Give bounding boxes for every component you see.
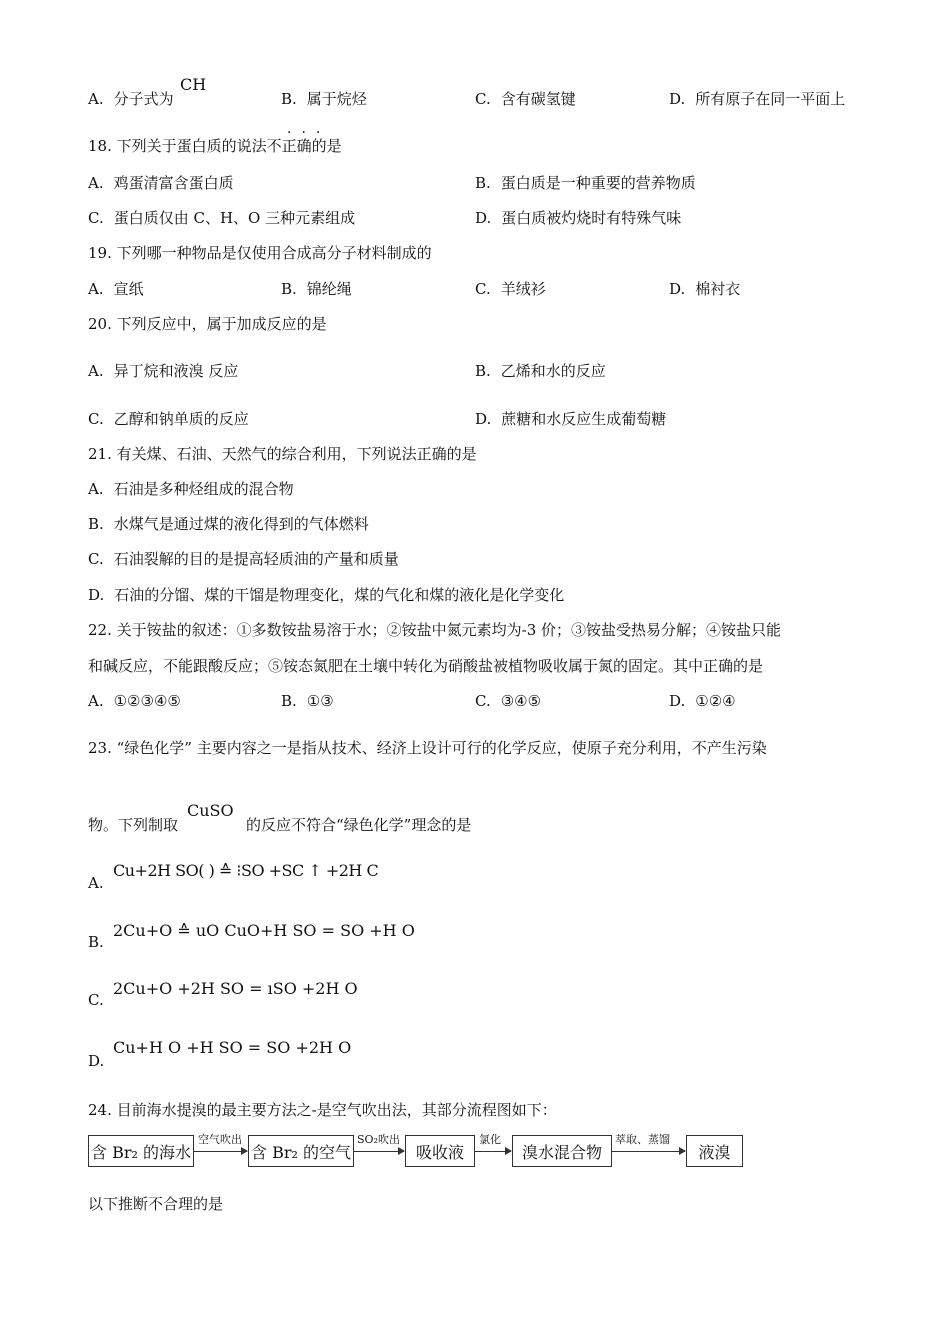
- q21-option-c[interactable]: C. 石油裂解的目的是提高轻质油的产量和质量: [88, 550, 399, 568]
- q18-stem: 18. 下列关于蛋白质的说法不正确的是: [88, 137, 342, 155]
- flow-arrow-1: [194, 1151, 247, 1152]
- q22-stem-line-2: 和碱反应，不能跟酸反应；⑤铵态氮肥在土壤中转化为硝酸盐被植物吸收属于氮的固定。其中正确的是: [88, 657, 764, 675]
- q22-option-a[interactable]: A. ①②③④⑤: [88, 692, 181, 710]
- flow-arrow-2-label: SO₂吹出: [357, 1133, 400, 1146]
- q21-option-d[interactable]: D. 石油的分馏、煤的干馏是物理变化，煤的气化和煤的液化是化学变化: [88, 586, 565, 604]
- q17-option-c[interactable]: C. 含有碳氢键: [475, 90, 576, 108]
- q23-option-a-equation: Cu+2H SO( ) ≙ ⁝SO +SC ↑ +2H C: [113, 861, 379, 880]
- flow-box-seawater: 含 Br₂ 的海水: [88, 1135, 194, 1167]
- flow-box-liquid-bromine: 液溴: [686, 1135, 743, 1167]
- q18-emphasis-dots: ···: [287, 125, 331, 141]
- q24-stem: 24. 目前海水提溴的最主要方法之-是空气吹出法，其部分流程图如下：: [88, 1101, 557, 1119]
- q23-cuso-formula: CuSO: [187, 801, 234, 820]
- flow-arrow-2: [354, 1151, 404, 1152]
- q19-option-b[interactable]: B. 锦纶绳: [281, 280, 352, 298]
- q17-option-a-formula: CH: [180, 75, 207, 94]
- q23-option-c-equation: 2Cu+O +2H SO = ıSO +2H O: [113, 979, 358, 998]
- flow-arrow-4: [612, 1151, 685, 1152]
- q23-option-b-equation: 2Cu+O ≙ uO CuO+H SO = SO +H O: [113, 921, 415, 940]
- q23-stem-line-1: 23. “绿色化学” 主要内容之一是指从技术、经济上设计可行的化学反应，使原子充分利用，不产生污染: [88, 739, 767, 757]
- q23-option-d-equation: Cu+H O +H SO = SO +2H O: [113, 1038, 352, 1057]
- q21-stem: 21. 有关煤、石油、天然气的综合利用，下列说法正确的是: [88, 445, 477, 463]
- q19-option-a[interactable]: A. 宣纸: [88, 280, 144, 298]
- flow-arrow-3-label: 氯化: [479, 1133, 501, 1146]
- q17-option-d[interactable]: D. 所有原子在同一平面上: [669, 90, 846, 108]
- q17-option-b[interactable]: B. 属于烷烃: [281, 90, 367, 108]
- q18-option-b[interactable]: B. 蛋白质是一种重要的营养物质: [475, 174, 696, 192]
- q21-option-a[interactable]: A. 石油是多种烃组成的混合物: [88, 480, 294, 498]
- q19-stem: 19. 下列哪一种物品是仅使用合成高分子材料制成的: [88, 244, 432, 262]
- q20-stem: 20. 下列反应中，属于加成反应的是: [88, 315, 327, 333]
- q17-option-a[interactable]: A. 分子式为: [88, 90, 174, 108]
- q21-option-b[interactable]: B. 水煤气是通过煤的液化得到的气体燃料: [88, 515, 369, 533]
- q20-option-d[interactable]: D. 蔗糖和水反应生成葡萄糖: [475, 410, 667, 428]
- q23-option-c-label[interactable]: C.: [88, 991, 104, 1009]
- flow-arrow-1-label: 空气吹出: [198, 1133, 242, 1146]
- flow-arrow-3: [475, 1151, 511, 1152]
- q20-option-c[interactable]: C. 乙醇和钠单质的反应: [88, 410, 249, 428]
- q18-option-c[interactable]: C. 蛋白质仅由 C、H、O 三种元素组成: [88, 209, 356, 227]
- q22-stem-line-1: 22. 关于铵盐的叙述：①多数铵盐易溶于水；②铵盐中氮元素均为-3 价；③铵盐受热易分解；④铵盐只能: [88, 621, 782, 639]
- q18-option-a[interactable]: A. 鸡蛋清富含蛋白质: [88, 174, 234, 192]
- q19-option-c[interactable]: C. 羊绒衫: [475, 280, 546, 298]
- q18-option-d[interactable]: D. 蛋白质被灼烧时有特殊气味: [475, 209, 682, 227]
- q23-stem-line-2-pre: 物。下列制取: [88, 816, 179, 834]
- q23-option-b-label[interactable]: B.: [88, 933, 104, 951]
- q22-option-b[interactable]: B. ①③: [281, 692, 334, 710]
- q23-option-a-label[interactable]: A.: [88, 874, 104, 892]
- q20-option-a[interactable]: A. 异丁烷和液溴 反应: [88, 362, 239, 380]
- q23-stem-line-2-post: 的反应不符合“绿色化学”理念的是: [246, 816, 472, 834]
- q20-option-b[interactable]: B. 乙烯和水的反应: [475, 362, 606, 380]
- q23-option-d-label[interactable]: D.: [88, 1052, 105, 1070]
- flow-box-absorbent: 吸收液: [405, 1135, 475, 1167]
- flow-arrow-4-label: 萃取、蒸馏: [615, 1133, 670, 1146]
- q24-followup: 以下推断不合理的是: [88, 1195, 224, 1213]
- q22-option-d[interactable]: D. ①②④: [669, 692, 736, 710]
- flow-box-air: 含 Br₂ 的空气: [248, 1135, 354, 1167]
- q19-option-d[interactable]: D. 棉衬衣: [669, 280, 741, 298]
- flow-box-bromine-water: 溴水混合物: [512, 1135, 612, 1167]
- q22-option-c[interactable]: C. ③④⑤: [475, 692, 542, 710]
